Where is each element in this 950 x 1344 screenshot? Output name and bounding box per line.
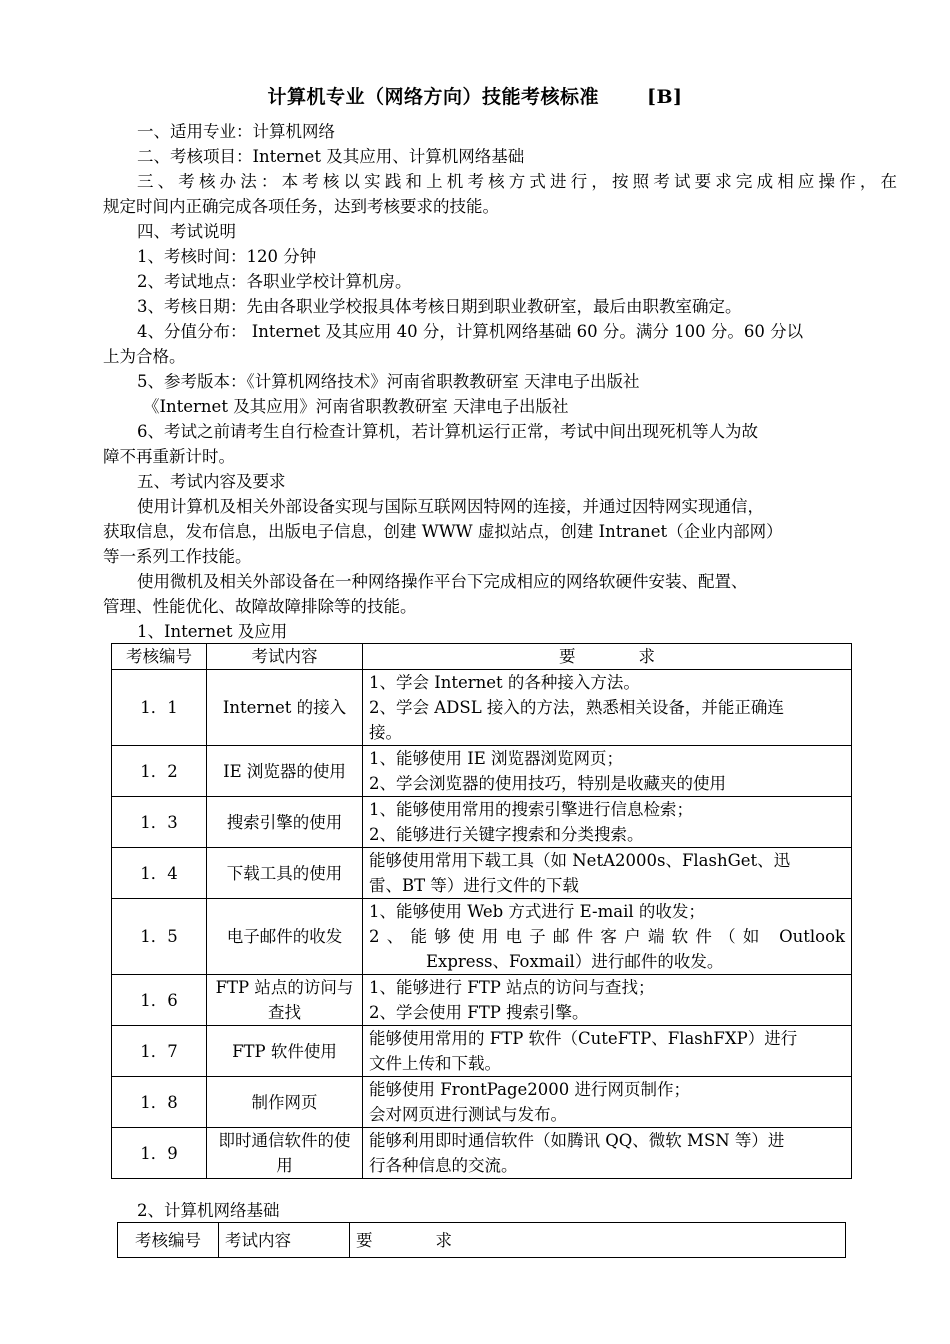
table-row	[112, 1077, 852, 1128]
req-line: 接。	[369, 723, 402, 742]
req-line: 雷、BT 等）进行文件的下载	[369, 876, 579, 895]
row-content: FTP 站点的访问与查找	[207, 975, 363, 1026]
table-row	[112, 1128, 852, 1179]
table-row	[112, 899, 852, 975]
row-content: 即时通信软件的使用	[207, 1128, 363, 1179]
paragraph-line: 3、考核日期：先由各职业学校报具体考核日期到职业教研室，最后由职教室确定。	[137, 297, 742, 316]
section-heading: 2、计算机网络基础	[137, 1201, 280, 1220]
row-requirement	[363, 848, 852, 899]
row-content: 制作网页	[207, 1077, 363, 1128]
table-row	[112, 1026, 852, 1077]
table-header-row	[112, 644, 852, 670]
table-row	[112, 797, 852, 848]
row-id: 1．4	[112, 848, 207, 899]
row-content: 下载工具的使用	[207, 848, 363, 899]
paragraph-line: 四、考试说明	[137, 222, 236, 241]
paragraph-line: 使用微机及相关外部设备在一种网络操作平台下完成相应的网络软硬件安装、配置、	[137, 572, 748, 591]
req-line: 1、能够使用常用的搜索引擎进行信息检索；	[369, 800, 693, 819]
req-line: 能够使用常用下载工具（如 NetA2000s、FlashGet、迅	[369, 851, 791, 870]
paragraph-line: 《Internet 及其应用》河南省职教教研室 天津电子出版社	[143, 397, 569, 416]
internet-requirements-table	[111, 643, 852, 1179]
paragraph-line: 2、考试地点：各职业学校计算机房。	[137, 272, 412, 291]
paragraph-line: 等一系列工作技能。	[103, 547, 252, 566]
title-text: 计算机专业（网络方向）技能考核标准	[267, 86, 599, 108]
table-header-row	[118, 1223, 846, 1258]
header-cell: 考试内容	[219, 1223, 350, 1258]
row-requirement	[363, 899, 852, 975]
row-id: 1．6	[112, 975, 207, 1026]
row-content: Internet 的接入	[207, 670, 363, 746]
paragraph-line: 障不再重新计时。	[103, 447, 235, 466]
paragraph-line: 上为合格。	[103, 347, 186, 366]
paragraph-line: 管理、性能优化、故障故障排除等的技能。	[103, 597, 417, 616]
req-line: 2、能够使用电子邮件客户端软件（如 Outlook	[369, 927, 845, 946]
row-content: FTP 软件使用	[207, 1026, 363, 1077]
paragraph-line: 二、考核项目：Internet 及其应用、计算机网络基础	[137, 147, 525, 166]
paragraph-line: 4、分值分布： Internet 及其应用 40 分，计算机网络基础 60 分。满分 100 分。60 分以	[137, 322, 804, 341]
req-line: 能够使用常用的 FTP 软件（CuteFTP、FlashFXP）进行	[369, 1029, 798, 1048]
row-id: 1．2	[112, 746, 207, 797]
table-row	[112, 670, 852, 746]
row-id: 1．3	[112, 797, 207, 848]
req-line: 2、能够进行关键字搜索和分类搜索。	[369, 825, 644, 844]
header-cell: 考核编号	[118, 1223, 219, 1258]
row-requirement	[363, 1077, 852, 1128]
row-requirement	[363, 746, 852, 797]
req-line: 会对网页进行测试与发布。	[369, 1105, 567, 1124]
paragraph-line: 6、考试之前请考生自行检查计算机，若计算机运行正常，考试中间出现死机等人为故	[137, 422, 758, 441]
row-requirement	[363, 1026, 852, 1077]
req-line: 1、能够进行 FTP 站点的访问与查找；	[369, 978, 655, 997]
row-content: 搜索引擎的使用	[207, 797, 363, 848]
section-heading: 1、Internet 及应用	[137, 622, 288, 641]
req-line: 2、学会 ADSL 接入的方法，熟悉相关设备，并能正确连	[369, 698, 784, 717]
req-line: 1、学会 Internet 的各种接入方法。	[369, 673, 640, 692]
title-tag: [B]	[646, 86, 683, 108]
header-cell: 要 求	[350, 1223, 846, 1258]
row-content: 电子邮件的收发	[207, 899, 363, 975]
paragraph-line: 规定时间内正确完成各项任务，达到考核要求的技能。	[103, 197, 499, 216]
req-line: 2、学会浏览器的使用技巧，特别是收藏夹的使用	[369, 774, 726, 793]
row-requirement	[363, 1128, 852, 1179]
paragraph-line: 5、参考版本：《计算机网络技术》河南省职教教研室 天津电子出版社	[137, 372, 640, 391]
paragraph-line: 获取信息，发布信息，出版电子信息，创建 WWW 虚拟站点，创建 Intranet（企业内部网）	[103, 522, 783, 541]
table-row	[112, 746, 852, 797]
paragraph-line: 1、考核时间：120 分钟	[137, 247, 317, 266]
req-line: Express、Foxmail）进行邮件的收发。	[426, 952, 724, 971]
row-requirement	[363, 670, 852, 746]
network-basics-table	[117, 1222, 846, 1258]
page-title	[0, 82, 950, 109]
req-line: 行各种信息的交流。	[369, 1156, 518, 1175]
req-line: 1、能够使用 IE 浏览器浏览网页；	[369, 749, 624, 768]
header-cell: 考核编号	[112, 644, 207, 670]
row-id: 1．9	[112, 1128, 207, 1179]
header-cell: 要 求	[363, 644, 852, 670]
row-id: 1．1	[112, 670, 207, 746]
paragraph-line: 使用计算机及相关外部设备实现与国际互联网因特网的连接，并通过因特网实现通信，	[137, 497, 764, 516]
req-line: 能够利用即时通信软件（如腾讯 QQ、微软 MSN 等）进	[369, 1131, 785, 1150]
paragraph-line: 五、考试内容及要求	[137, 472, 286, 491]
row-id: 1．7	[112, 1026, 207, 1077]
req-line: 文件上传和下载。	[369, 1054, 501, 1073]
table-row	[112, 975, 852, 1026]
row-content: IE 浏览器的使用	[207, 746, 363, 797]
row-id: 1．5	[112, 899, 207, 975]
row-requirement	[363, 797, 852, 848]
req-line: 1、能够使用 Web 方式进行 E-mail 的收发；	[369, 902, 705, 921]
paragraph-line: 一、适用专业：计算机网络	[137, 122, 335, 141]
row-requirement	[363, 975, 852, 1026]
header-cell: 考试内容	[207, 644, 363, 670]
table-row	[112, 848, 852, 899]
req-line: 2、学会使用 FTP 搜索引擎。	[369, 1003, 589, 1022]
row-id: 1．8	[112, 1077, 207, 1128]
req-line: 能够使用 FrontPage2000 进行网页制作；	[369, 1080, 691, 1099]
paragraph-line: 三、考核办法：本考核以实践和上机考核方式进行，按照考试要求完成相应操作，在	[137, 172, 897, 191]
